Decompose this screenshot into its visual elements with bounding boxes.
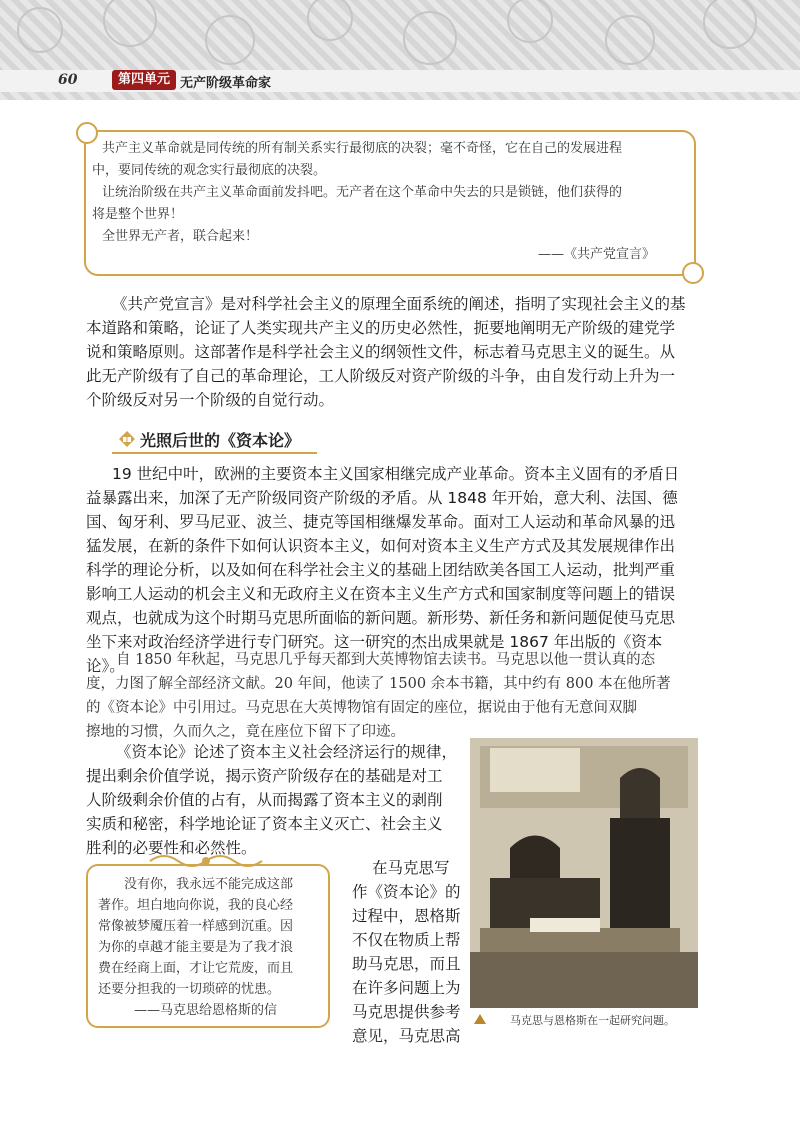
page-number: 60 (58, 72, 78, 88)
body-line: 国、匈牙利、罗马尼亚、波兰、捷克等国相继爆发革命。面对工人运动和革命风暴的迅 (86, 513, 676, 531)
body-line: 说和策略原则。这部著作是科学社会主义的纲领性文件，标志着马克思主义的诞生。从 (86, 343, 676, 361)
body-line: 坐下来对政治经济学进行专门研究。这一研究的杰出成果就是 1867 年出版的《资本论》。 (86, 633, 663, 675)
letter-line: 还要分担我的一切琐碎的忧患。 (98, 982, 281, 997)
body-line: 提出剩余价值学说，揭示资产阶级存在的基础是对工 (86, 767, 443, 785)
body-line: 个阶级反对另一个阶级的自觉行动。 (86, 391, 335, 409)
body-line: 观点，也就成为这个时期马克思所面临的新问题。新形势、新任务和新问题促使马克思 (86, 609, 676, 627)
unit-badge: 第四单元 (112, 70, 176, 90)
letter-source: ——马克思给恩格斯的信 (134, 1003, 278, 1018)
body-line: 《共产党宣言》是对科学社会主义的原理全面系统的阐述，指明了实现社会主义的基 (112, 295, 686, 313)
body-line: 作《资本论》的 (352, 883, 461, 901)
body-line: 益暴露出来，加深了无产阶级同资产阶级的矛盾。从 1848 年开始，意大利、法国、德 (86, 489, 678, 507)
body-line: 在马克思写 (372, 859, 450, 877)
body-line: 本道路和策略，论证了人类实现共产主义的历史必然性，扼要地阐明无产阶级的建党学 (86, 319, 676, 337)
note-line: 的《资本论》中引用过。马克思在大英博物馆有固定的座位，据说由于他有无意间双脚 (86, 700, 637, 716)
note-line: 擦地的习惯，久而久之，竟在座位下留下了印迹。 (86, 724, 405, 740)
letter-line: 为你的卓越才能主要是为了我才浪 (98, 940, 294, 955)
section-title: 光照后世的《资本论》 (140, 431, 301, 450)
body-line: 胜利的必要性和必然性。 (86, 839, 257, 857)
quote-line: 共产主义革命就是同传统的所有制关系实行最彻底的决裂；毫不奇怪，它在自己的发展进程 (102, 141, 623, 156)
quote-line: 全世界无产者，联合起来！ (102, 229, 259, 244)
engraving-illustration (470, 738, 698, 1008)
body-line: 猛发展，在新的条件下如何认识资本主义，如何对资本主义生产方式及其发展规律作出 (86, 537, 676, 555)
body-line: 人阶级剩余价值的占有，从而揭露了资本主义的剥削 (86, 791, 443, 809)
body-line: 助马克思，而且 (352, 955, 461, 973)
body-line: 意见，马克思高 (352, 1027, 461, 1045)
letter-line: 费在经商上面，才让它荒废，而且 (98, 961, 294, 976)
body-line: 影响工人运动的机会主义和无政府主义在资本主义生产方式和国家制度等问题上的错误 (86, 585, 676, 603)
ornamental-pattern (0, 0, 800, 70)
figure-caption: 马克思与恩格斯在一起研究问题。 (510, 1014, 675, 1027)
body-line: 科学的理论分析，以及如何在科学社会主义的基础上团结欧美各国工人运动，批判严重 (86, 561, 676, 579)
note-line: 自 1850 年秋起，马克思几乎每天都到大英博物馆去读书。马克思以他一贯认真的态 (116, 652, 656, 668)
unit-title: 无产阶级革命家 (180, 76, 272, 91)
triangle-marker-icon (474, 1014, 486, 1024)
body-line: 在许多问题上为 (352, 979, 461, 997)
body-line: 此无产阶级有了自己的革命理论，工人阶级反对资产阶级的斗争，由自发行动上升为一 (86, 367, 676, 385)
body-line: 《资本论》论述了资本主义社会经济运行的规律， (116, 743, 458, 761)
section-underline (112, 452, 317, 454)
quote-source: ——《共产党宣言》 (538, 247, 656, 262)
note-line: 度，力图了解全部经济文献。20 年间，他读了 1500 余本书籍，其中约有 800 本在他所著 (86, 676, 671, 692)
body-line: 过程中，恩格斯 (352, 907, 461, 925)
letter-line: 著作。坦白地向你说，我的良心经 (98, 898, 294, 913)
body-line: 马克思提供参考 (352, 1003, 461, 1021)
body-line: 不仅在物质上帮 (352, 931, 461, 949)
quote-line: 中，要同传统的观念实行最彻底的决裂。 (92, 163, 327, 178)
body-line: 实质和秘密，科学地论证了资本主义灭亡、社会主义 (86, 815, 443, 833)
letter-line: 没有你，我永远不能完成这部 (124, 877, 294, 892)
body-line: 19 世纪中叶，欧洲的主要资本主义国家相继完成产业革命。资本主义固有的矛盾日 (112, 465, 680, 483)
quote-line: 让统治阶级在共产主义革命面前发抖吧。无产者在这个革命中失去的只是锁链，他们获得的 (102, 185, 623, 200)
page-header (0, 0, 800, 100)
marx-engels-photo (470, 738, 698, 1008)
book-emblem-icon (118, 430, 136, 448)
letter-line: 常像被梦魇压着一样感到沉重。因 (98, 919, 294, 934)
quote-line: 将是整个世界！ (92, 207, 184, 222)
